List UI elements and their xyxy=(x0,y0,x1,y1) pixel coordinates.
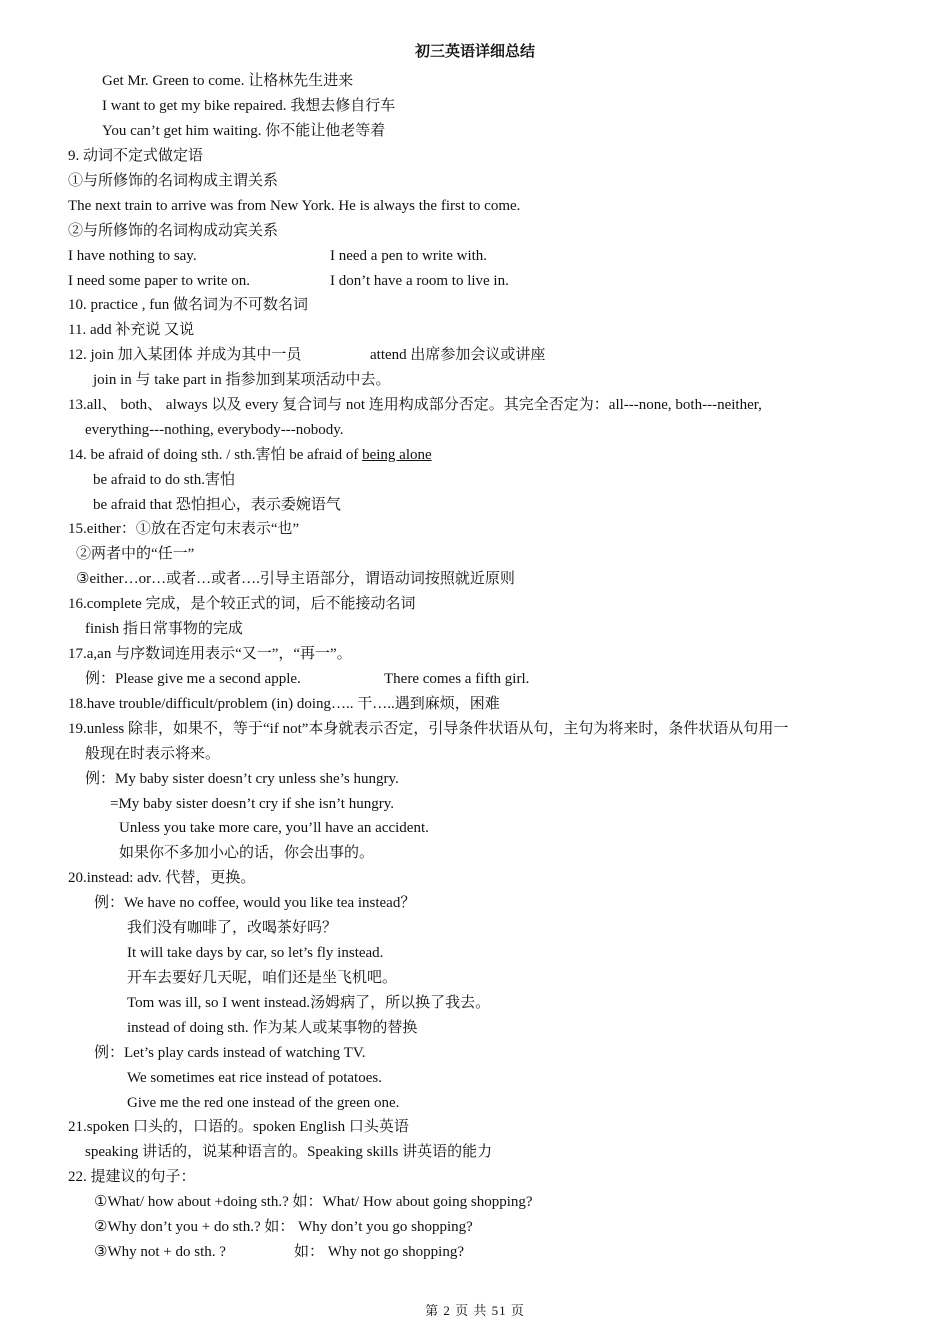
text-line: 开车去要好几天呢，咱们还是坐飞机吧。 xyxy=(127,970,398,986)
text-line: join in 与 take part in 指参加到某项活动中去。 xyxy=(93,372,391,388)
text-line: 11. add 补充说 又说 xyxy=(68,322,195,338)
text-line: ①与所修饰的名词构成主谓关系 xyxy=(68,173,279,189)
text-line: Unless you take more care, you’ll have an accident. xyxy=(119,820,429,836)
text-line: We sometimes eat rice instead of potatoes. xyxy=(127,1070,382,1086)
text-line: 10. practice , fun 做名词为不可数名词 xyxy=(68,297,308,313)
page-number: 第 2 页 共 51 页 xyxy=(425,1303,525,1318)
text-line: Tom was ill, so I went instead.汤姆病了，所以换了我去。 xyxy=(127,995,491,1011)
text-line: It will take days by car, so let’s fly instead. xyxy=(127,945,384,961)
text-line: 例：Let’s play cards instead of watching TV. xyxy=(94,1045,366,1061)
text-line: I have nothing to say. xyxy=(68,248,197,264)
text-line: 9. 动词不定式做定语 xyxy=(68,148,204,164)
text-line: ②与所修饰的名词构成动宾关系 xyxy=(68,223,279,239)
text-line: 例：My baby sister doesn’t cry unless she’s hungry. xyxy=(85,771,399,787)
text-line: I don’t have a room to live in. xyxy=(330,273,509,289)
text-line: finish 指日常事物的完成 xyxy=(85,621,243,637)
text-line: 19.unless 除非，如果不，等于“if not”本身就表示否定，引导条件状语从句，主句为将来时，条件状语从句用一 xyxy=(68,721,789,737)
text-line: 17.a,an 与序数词连用表示“又一”，“再一”。 xyxy=(68,646,352,662)
text-line: Give me the red one instead of the green one. xyxy=(127,1095,400,1111)
text-line: 如果你不多加小心的话，你会出事的。 xyxy=(119,845,375,861)
text-line: attend 出席参加会议或讲座 xyxy=(370,347,546,363)
text-line: 例：Please give me a second apple. xyxy=(85,671,301,687)
text-line: 20.instead: adv. 代替，更换。 xyxy=(68,870,256,886)
text-line: ①What/ how about +doing sth.? 如：What/ How about going shopping? xyxy=(94,1194,533,1210)
text-line: be afraid to do sth.害怕 xyxy=(93,472,236,488)
text-line: The next train to arrive was from New York. He is always the first to come. xyxy=(68,198,521,214)
text-line: 我们没有咖啡了，改喝茶好吗？ xyxy=(127,920,338,936)
text-line: 21.spoken 口头的，口语的。spoken English 口头英语 xyxy=(68,1119,409,1135)
text-line: ②Why don’t you + do sth.? 如： Why don’t you go shopping? xyxy=(94,1219,473,1235)
text-line: everything---nothing, everybody---nobody. xyxy=(85,422,344,438)
text-line: ③either…or…或者…或者….引导主语部分，谓语动词按照就近原则 xyxy=(76,571,515,587)
text-line xyxy=(68,445,432,465)
text-line: 13.all、 both、 always 以及 every 复合词与 not 连用构成部分否定。其完全否定为：all---none, both---neither, xyxy=(68,397,762,413)
text-line: ②两者中的“任一” xyxy=(76,546,195,562)
text-segment: 14. be afraid of doing sth. / sth.害怕 be afraid of xyxy=(68,447,363,463)
page-title: 初三英语详细总结 xyxy=(414,42,535,60)
text-line: 12. join 加入某团体 并成为其中一员 xyxy=(68,347,302,363)
text-line: instead of doing sth. 作为某人或某事物的替换 xyxy=(127,1020,418,1036)
text-line: 22. 提建议的句子： xyxy=(68,1169,196,1185)
text-line: I want to get my bike repaired. 我想去修自行车 xyxy=(102,98,396,114)
text-line: I need a pen to write with. xyxy=(330,248,488,264)
text-line: speaking 讲话的，说某种语言的。Speaking skills 讲英语的能力 xyxy=(85,1144,493,1160)
underlined-phrase: being alone xyxy=(362,447,432,463)
text-line: Get Mr. Green to come. 让格林先生进来 xyxy=(102,73,354,89)
text-line: 例：We have no coffee, would you like tea instead？ xyxy=(94,895,416,911)
text-line: I need some paper to write on. xyxy=(68,273,251,289)
text-line: 16.complete 完成，是个较正式的词，后不能接动名词 xyxy=(68,596,416,612)
text-line: ③Why not + do sth. ? xyxy=(94,1244,226,1260)
text-line: 18.have trouble/difficult/problem (in) doing….. 干…..遇到麻烦，困难 xyxy=(68,696,500,712)
text-line: 15.either：①放在否定句末表示“也” xyxy=(68,521,300,537)
text-line: 如： Why not go shopping? xyxy=(294,1244,464,1260)
text-line: There comes a fifth girl. xyxy=(384,671,530,687)
text-line: =My baby sister doesn’t cry if she isn’t hungry. xyxy=(110,796,394,812)
text-line: You can’t get him waiting. 你不能让他老等着 xyxy=(102,123,386,139)
text-line: be afraid that 恐怕担心，表示委婉语气 xyxy=(93,497,341,513)
text-line: 般现在时表示将来。 xyxy=(85,746,221,762)
